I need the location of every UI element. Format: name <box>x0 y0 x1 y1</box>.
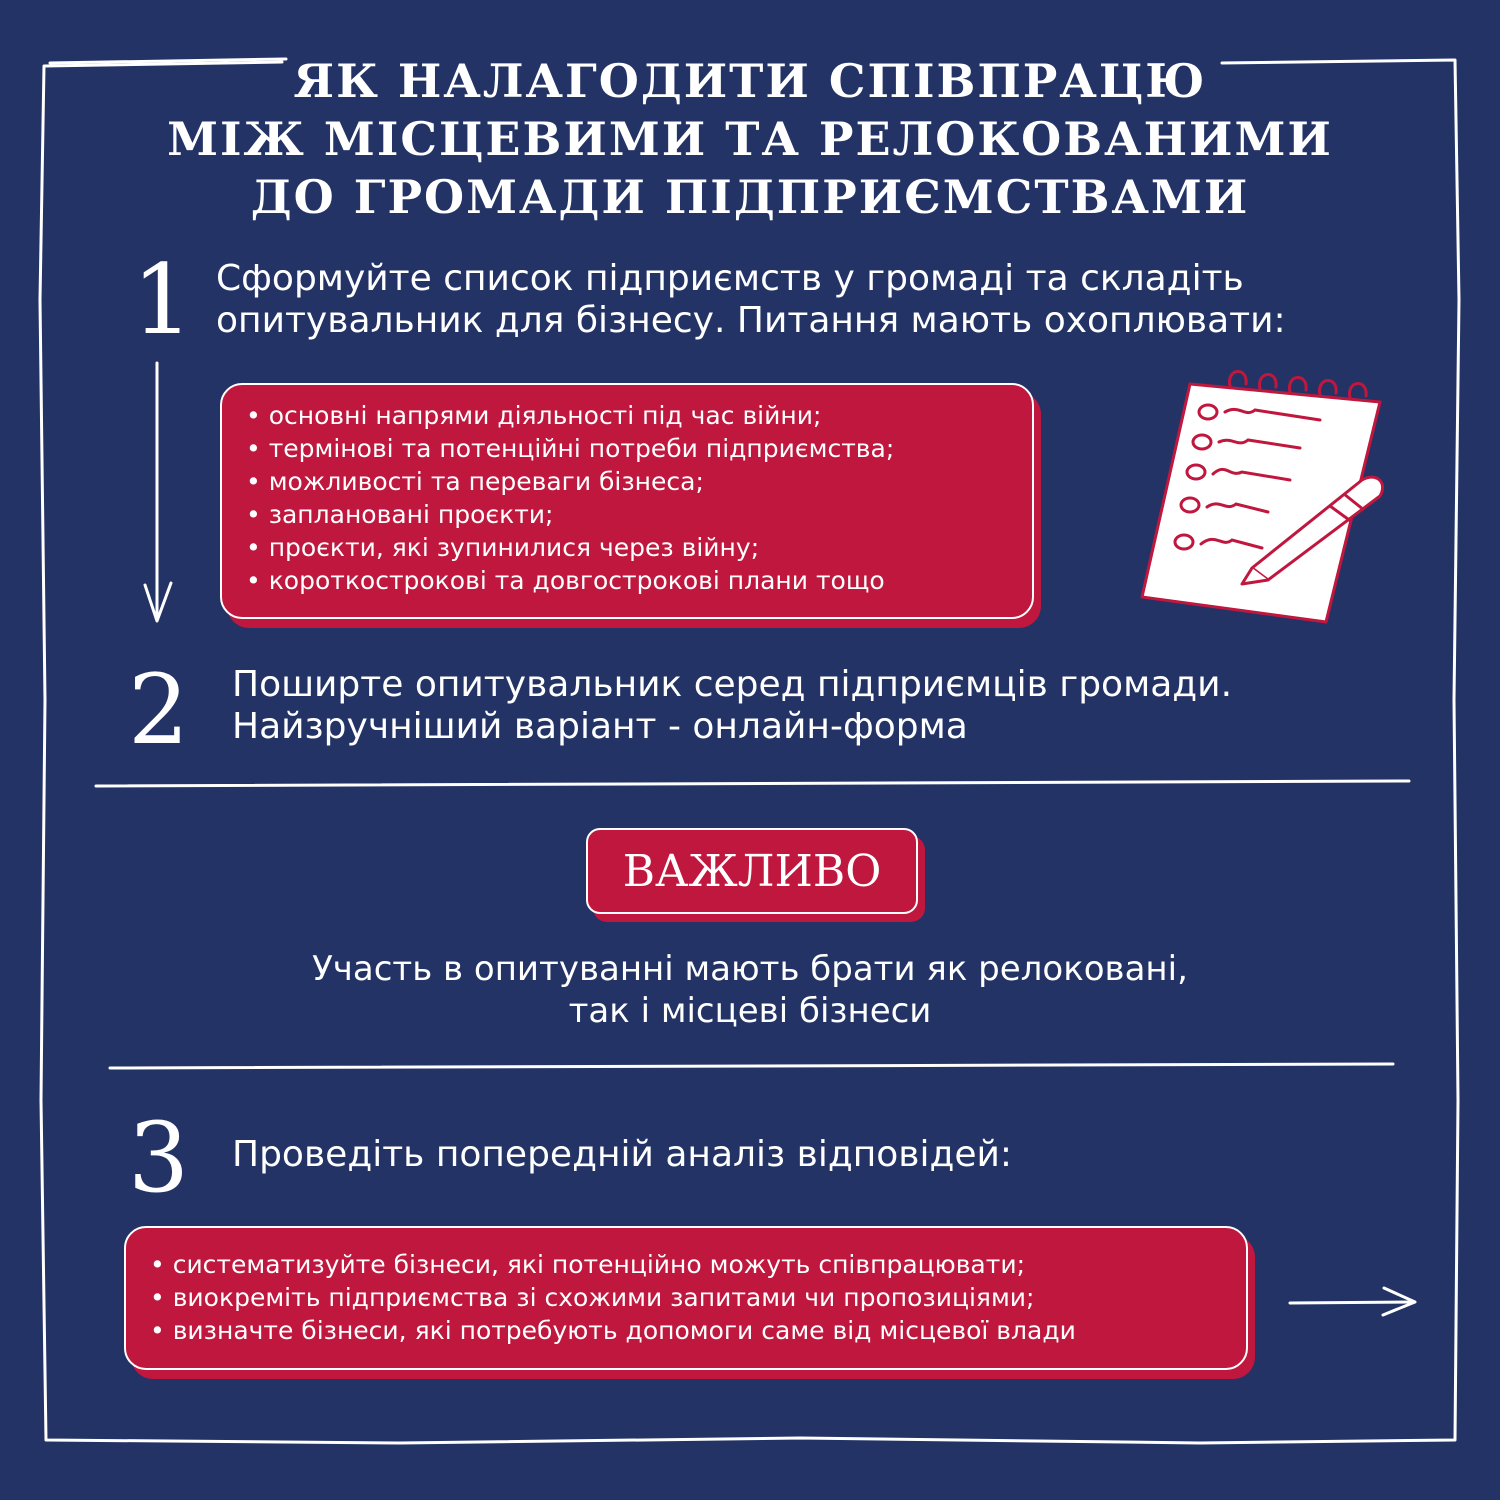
list-item: • термінові та потенційні потреби підприємства; <box>246 434 895 463</box>
important-note: Участь в опитуванні мають брати як релоковані, так і місцеві бізнеси <box>312 949 1188 1031</box>
step-1-number: 1 <box>132 244 194 356</box>
list-item: • можливості та переваги бізнеса; <box>246 467 704 496</box>
step-2-number: 2 <box>128 654 190 766</box>
divider-bottom <box>110 1064 1393 1068</box>
right-arrow-icon <box>1290 1288 1415 1315</box>
step-3-number: 3 <box>128 1102 190 1214</box>
step-1-text: Сформуйте список підприємств у громаді та складіть опитувальник для бізнесу. Питання мають охоплювати: <box>216 258 1286 341</box>
step-2-text: Поширте опитувальник серед підприємців громади. Найзручніший варіант - онлайн-форма <box>232 664 1233 747</box>
list-item: • визначте бізнеси, які потребують допомоги саме від місцевої влади <box>150 1316 1076 1345</box>
notepad-checklist-icon <box>1130 362 1390 632</box>
divider-top <box>96 781 1409 786</box>
step-3-analysis-list <box>124 1226 1248 1370</box>
down-arrow-icon <box>145 363 171 621</box>
step-1-question-list <box>220 383 1034 619</box>
list-item: • виокреміть підприємства зі схожими запитами чи пропозиціями; <box>150 1283 1035 1312</box>
list-item: • заплановані проєкти; <box>246 500 554 529</box>
list-item: • основні напрями діяльності під час війни; <box>246 401 822 430</box>
list-item: • систематизуйте бізнеси, які потенційно можуть співпрацювати; <box>150 1250 1025 1279</box>
page-title: ЯК НАЛАГОДИТИ СПІВПРАЦЮ МІЖ МІСЦЕВИМИ ТА РЕЛОКОВАНИМИ ДО ГРОМАДИ ПІДПРИЄМСТВАМИ <box>167 54 1333 224</box>
list-item: • проєкти, які зупинилися через війну; <box>246 533 760 562</box>
important-badge: ВАЖЛИВО <box>586 828 918 914</box>
step-3-text: Проведіть попередній аналіз відповідей: <box>232 1134 1013 1175</box>
list-item: • короткострокові та довгострокові плани тощо <box>246 566 885 595</box>
